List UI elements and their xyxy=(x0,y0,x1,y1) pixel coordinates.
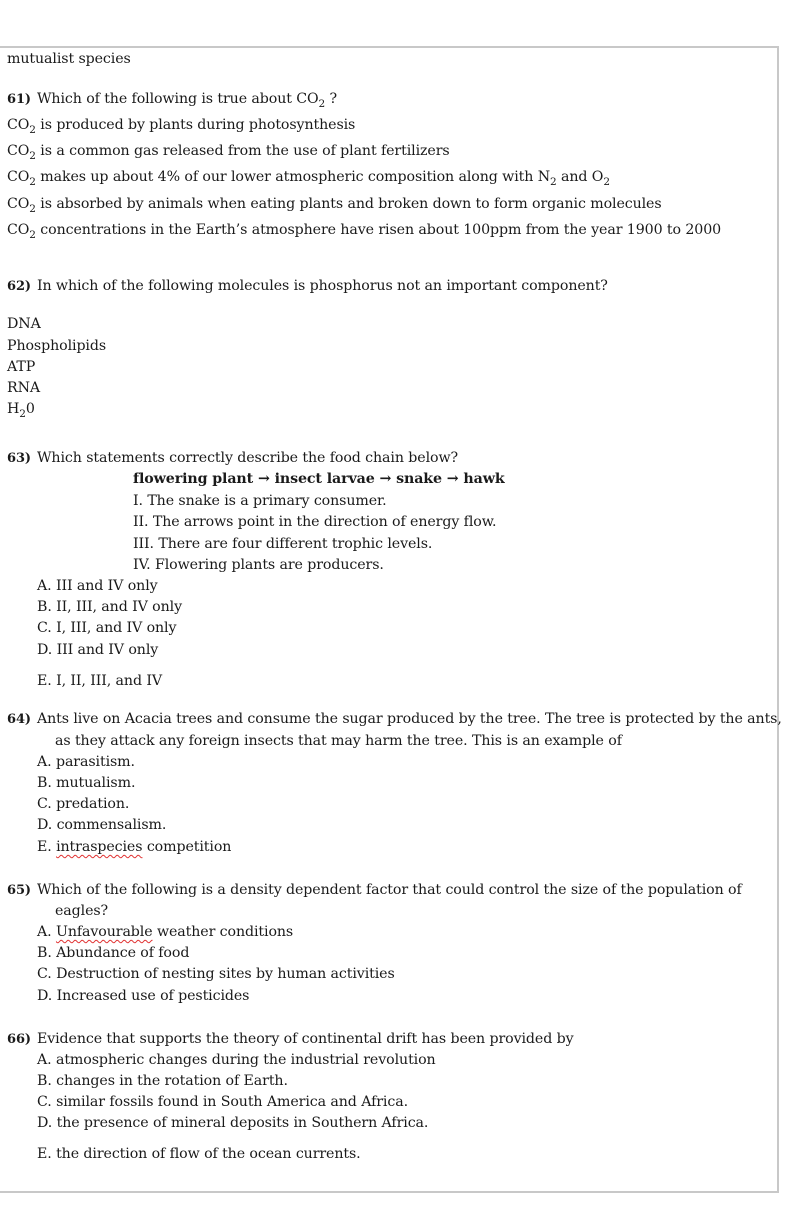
answer-option xyxy=(7,314,41,334)
question-number: 66) xyxy=(7,1032,31,1047)
text-segment: C. predation. xyxy=(37,796,130,812)
text-segment: 2 xyxy=(550,176,557,188)
text-segment: RNA xyxy=(7,380,41,396)
text-segment: CO xyxy=(7,117,30,133)
answer-option xyxy=(37,794,129,814)
answer-option xyxy=(37,815,166,835)
question-stem xyxy=(55,901,108,921)
answer-option xyxy=(37,597,182,617)
text-segment: 0 xyxy=(25,401,35,417)
text-segment: A. III and IV only xyxy=(37,578,158,594)
text-segment: CO xyxy=(7,196,30,212)
answer-option xyxy=(7,141,450,161)
question-number: 64) xyxy=(7,712,31,727)
text-segment: is absorbed by animals when eating plants and broken down to form organic molecules xyxy=(35,196,662,212)
text-segment: and O xyxy=(556,169,604,185)
text-segment: is a common gas released from the use of plant fertilizers xyxy=(35,143,450,159)
text-segment: B. mutualism. xyxy=(37,775,136,791)
text-segment: weather conditions xyxy=(152,924,294,940)
answer-option xyxy=(37,943,189,963)
answer-option xyxy=(7,115,355,135)
answer-option xyxy=(37,752,135,772)
text-segment: E. the direction of flow of the ocean currents. xyxy=(37,1146,361,1162)
question-stem xyxy=(7,880,742,901)
statement xyxy=(133,534,432,554)
answer-option xyxy=(37,671,162,691)
text-segment: A. xyxy=(37,924,56,940)
text-segment: Ants live on Acacia trees and consume the sugar produced by the tree. The tree is protected by the ants, xyxy=(36,711,782,727)
text-segment: B. II, III, and IV only xyxy=(37,599,182,615)
text-segment: makes up about 4% of our lower atmospheric composition along with N xyxy=(35,169,551,185)
answer-option xyxy=(7,357,35,377)
answer-option xyxy=(7,167,610,187)
text-segment: H xyxy=(7,401,20,417)
text-segment: II. The arrows point in the direction of energy flow. xyxy=(133,514,497,530)
text-segment: ATP xyxy=(7,359,36,375)
answer-option xyxy=(37,1050,436,1070)
text-segment: 2 xyxy=(29,176,36,188)
text-segment: A. atmospheric changes during the industrial revolution xyxy=(37,1052,436,1068)
text-segment: is produced by plants during photosynthesis xyxy=(35,117,356,133)
text-segment: III. There are four different trophic levels. xyxy=(133,536,433,552)
text-segment: E. I, II, III, and IV xyxy=(37,673,162,689)
text-segment: A. parasitism. xyxy=(37,754,135,770)
statement xyxy=(133,491,387,511)
answer-option xyxy=(37,986,249,1006)
text-segment: B. Abundance of food xyxy=(37,945,190,961)
answer-option xyxy=(37,964,395,984)
text-segment: Unfavourable xyxy=(55,924,153,940)
text-segment: Evidence that supports the theory of continental drift has been provided by xyxy=(36,1031,574,1047)
answer-option xyxy=(7,220,721,240)
answer-option xyxy=(7,399,35,419)
text-segment: CO xyxy=(7,143,30,159)
question-stem xyxy=(7,448,458,469)
answer-option xyxy=(7,378,40,398)
text-segment: CO xyxy=(7,169,30,185)
text-segment: C. I, III, and IV only xyxy=(37,620,177,636)
text-segment: concentrations in the Earth’s atmosphere have risen about 100ppm from the year 1900 to 2000 xyxy=(35,222,722,238)
statement xyxy=(133,555,384,575)
text-segment: intraspecies xyxy=(56,839,143,855)
answer-option xyxy=(37,640,158,660)
question-number: 65) xyxy=(7,883,31,898)
text-segment: Phospholipids xyxy=(7,338,107,354)
answer-option xyxy=(37,837,231,857)
text-segment: Which of the following is a density dependent factor that could control the size of the population of xyxy=(36,882,742,898)
text-segment: 2 xyxy=(29,124,36,136)
text-segment: 2 xyxy=(19,408,26,420)
text-segment: D. the presence of mineral deposits in Southern Africa. xyxy=(37,1115,429,1131)
answer-option xyxy=(37,576,158,596)
text-segment: Which statements correctly describe the food chain below? xyxy=(36,450,458,466)
question-number: 61) xyxy=(7,92,31,107)
answer-option xyxy=(37,1092,408,1112)
answer-option xyxy=(7,194,662,214)
text-segment: D. commensalism. xyxy=(37,817,167,833)
text-segment: In which of the following molecules is phosphorus not an important component? xyxy=(36,278,608,294)
text-segment: eagles? xyxy=(55,903,109,919)
question-stem xyxy=(7,709,782,730)
text-segment: C. Destruction of nesting sites by human activities xyxy=(37,966,395,982)
text-segment: Which of the following is true about CO xyxy=(36,91,319,107)
text-segment: DNA xyxy=(7,316,41,332)
text-segment: 2 xyxy=(603,176,610,188)
text-segment: D. III and IV only xyxy=(37,642,159,658)
text-segment: as they attack any foreign insects that may harm the tree. This is an example of xyxy=(55,733,622,749)
question-stem xyxy=(7,276,608,297)
question-number: 63) xyxy=(7,451,31,466)
text-segment: 2 xyxy=(29,150,36,162)
text-segment: CO xyxy=(7,222,30,238)
question-stem xyxy=(55,731,622,751)
question-stem xyxy=(7,89,337,110)
food-chain: flowering plant → insect larvae → snake → hawk xyxy=(133,471,505,487)
question-number: 62) xyxy=(7,279,31,294)
answer-option xyxy=(37,922,293,942)
text-segment: competition xyxy=(142,839,232,855)
answer-option xyxy=(37,773,135,793)
text-segment: D. Increased use of pesticides xyxy=(37,988,250,1004)
text-segment: 2 xyxy=(29,229,36,241)
question-stem xyxy=(7,1029,574,1050)
answer-option xyxy=(37,1144,361,1164)
statement xyxy=(133,512,496,532)
text-segment: C. similar fossils found in South America and Africa. xyxy=(37,1094,408,1110)
answer-option xyxy=(37,618,176,638)
text-segment: B. changes in the rotation of Earth. xyxy=(37,1073,288,1089)
text-segment: I. The snake is a primary consumer. xyxy=(133,493,387,509)
text-segment: E. xyxy=(37,839,57,855)
answer-option xyxy=(37,1071,288,1091)
answer-option xyxy=(7,336,106,356)
text-segment: 2 xyxy=(29,203,36,215)
text-segment: 2 xyxy=(318,98,326,110)
text-segment: IV. Flowering plants are producers. xyxy=(133,557,384,573)
text-segment: ? xyxy=(325,91,338,107)
answer-option xyxy=(37,1113,428,1133)
carryover-text: mutualist species xyxy=(7,51,131,67)
